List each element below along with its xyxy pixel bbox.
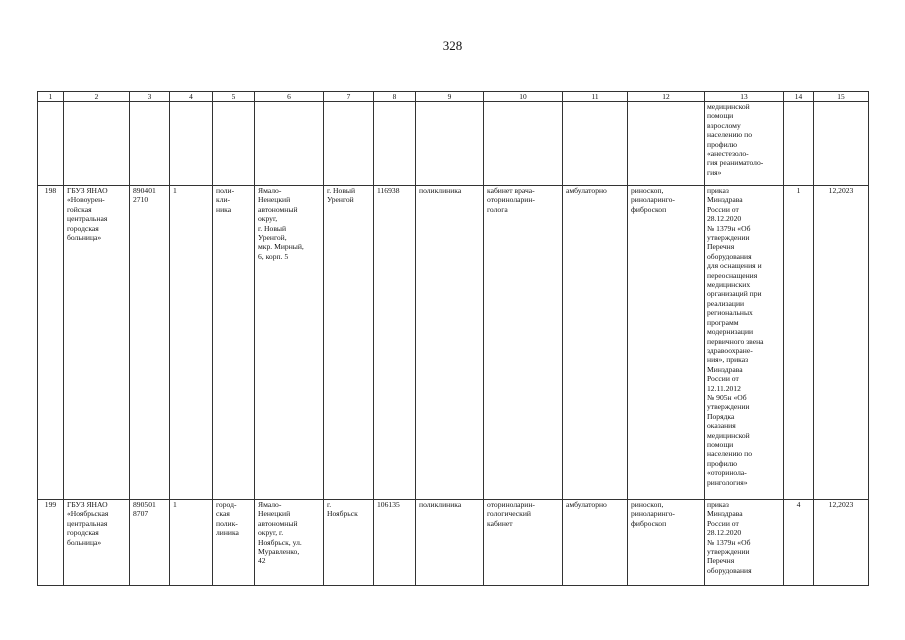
city-cell: г. Ноябрьск [324,500,374,586]
column-header: 13 [705,92,784,102]
page-number: 328 [442,38,463,53]
care-mode-cell: амбулаторно [563,500,628,586]
care-mode-cell: амбулаторно [563,186,628,500]
code-cell: 116938 [374,186,416,500]
column-header: 9 [416,92,484,102]
table-row [38,500,869,586]
facility-type-cell: поли- кли- ника [213,186,255,500]
column-4-cell: 1 [170,186,213,500]
quantity-cell: 4 [784,500,814,586]
row-number-cell: 199 [38,500,64,586]
column-header: 5 [213,92,255,102]
unit-cell: поликлиника [416,500,484,586]
column-header: 8 [374,92,416,102]
unit-cell: поликлиника [416,186,484,500]
date-cell: 12,2023 [814,186,869,500]
column-4-cell: 1 [170,500,213,586]
header-row [38,92,869,102]
date-cell: 12,2023 [814,500,869,586]
basis-cell: медицинской помощи взрослому населению по профилю «анестезоло- гия реаниматоло- гия» [705,102,784,186]
inn-cell: 890401 2710 [130,186,170,500]
cabinet-cell: кабинет врача- оториноларин- голога [484,186,563,500]
city-cell: г. Новый Уренгой [324,186,374,500]
column-header: 2 [64,92,130,102]
column-header: 1 [38,92,64,102]
column-header: 6 [255,92,324,102]
organization-cell: ГБУЗ ЯНАО «Ноябрьская центральная городская больница» [64,500,130,586]
code-cell: 106135 [374,500,416,586]
column-header: 7 [324,92,374,102]
column-header: 12 [628,92,705,102]
column-header: 10 [484,92,563,102]
column-header: 15 [814,92,869,102]
facility-type-cell: город- ская полик- линика [213,500,255,586]
inn-cell: 890501 8707 [130,500,170,586]
basis-cell: приказ Минздрава России от 28.12.2020 № 1379н «Об утверждении Перечня оборудования [705,500,784,586]
column-header: 14 [784,92,814,102]
address-cell: Ямало- Ненецкий автономный округ, г. Ноябрьск, ул. Муравленко, 42 [255,500,324,586]
organization-cell: ГБУЗ ЯНАО «Новоурен- гойская центральная городская больница» [64,186,130,500]
equipment-cell: риноскоп, риноларинго- фиброскоп [628,500,705,586]
equipment-table [37,91,869,586]
column-header: 3 [130,92,170,102]
address-cell: Ямало- Ненецкий автономный округ, г. Новый Уренгой, мкр. Мирный, 6, корп. 5 [255,186,324,500]
basis-cell: приказ Минздрава России от 28.12.2020 № 1379н «Об утверждении Перечня оборудования для оснащения и переоснащения медицинских организаций при реализации региональных программ модернизации первичного звена здравоохране- ния», приказ Минздрава России от 12.11.2012 № 905н «Об утверждении Порядка оказания медицинской помощи населению по профилю «оторинола- рингология» [705,186,784,500]
column-header: 11 [563,92,628,102]
equipment-cell: риноскоп, риноларинго- фиброскоп [628,186,705,500]
cabinet-cell: оториноларин- гологический кабинет [484,500,563,586]
row-number-cell: 198 [38,186,64,500]
table-row-continuation [38,102,869,186]
column-header: 4 [170,92,213,102]
quantity-cell: 1 [784,186,814,500]
table-row [38,186,869,500]
